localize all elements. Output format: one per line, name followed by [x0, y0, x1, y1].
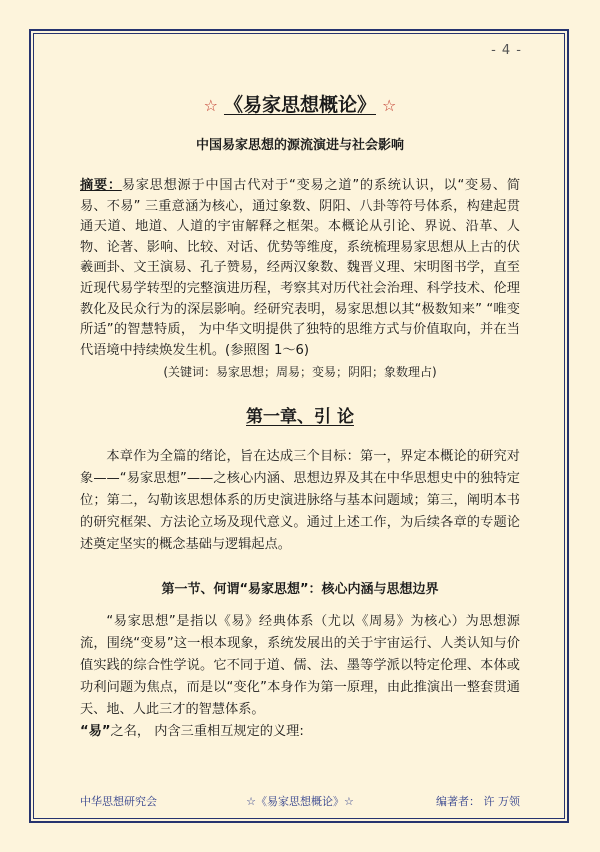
star-icon-right: ☆ — [382, 96, 397, 115]
chapter-intro-paragraph: 本章作为全篇的绪论，旨在达成三个目标：第一，界定本概论的研究对象——“易家思想”——之核心内涵、思想边界及其在中华思想史中的独特定位；第二，勾勒该思想体系的历史演进脉络与基本问题域；第三，阐明本书的研究框架、方法论立场及现代意义。通过上述工作，为后续各章的专题论述奠定坚实的概念基础与逻辑起点。 — [80, 449, 520, 553]
last-line-text: 之名， 内含三重相互规定的义理: — [110, 724, 304, 740]
abstract-text: 易家思想源于中国古代对于“变易之道”的系统认识，以“变易、简易、不易” 三重意涵为核心，通过象数、阴阳、八卦等符号体系，构建起贯通天道、地道、人道的宇宙解释之框架。本概论从引论、界说、沿革、人物、论著、影响、比较、对话、优势等维度，系统梳理易家思想从上古的伏羲画卦、文王演易、孔子赞易，经两汉象数、魏晋义理、宋明图书学，直至近现代易学转型的完整演进历程，考察其对历代社会治理、科学技术、伦理教化及民众行为的深层影响。经研究表明，易家思想以其“极数知来” “唯变所适”的智慧特质， 为中华文明提供了独特的思维方式与价值取向，并在当代语境中持续焕发生机。(参照图 1～6) — [80, 178, 521, 358]
keywords: (关键词：易家思想；周易；变易；阴阳；象数理占) — [163, 365, 437, 380]
footer-author: 编著者： 许 万领 — [436, 795, 520, 808]
page-content — [80, 88, 520, 743]
section-paragraph: “易家思想”是指以《易》经典体系（尤以《周易》为核心）为思想源流，围绕“变易”这一根本现象，系统发展出的关于宇宙运行、人类认知与价值实践的综合性学说。它不同于道、儒、法、墨等学派以特定伦理、本体或功利问题为焦点，而是以“变化”本身作为第一原理，由此推演出一整套贯通天、地、人此三才的智慧体系。 — [80, 614, 520, 718]
chapter-title — [80, 402, 520, 426]
abstract-label: 摘要： — [80, 178, 122, 193]
last-line-bold: “易” — [80, 724, 111, 740]
abstract — [80, 176, 520, 361]
footer-title: ☆《易家思想概论》☆ — [246, 795, 354, 808]
title-text: 《易家思想概论》 — [223, 94, 376, 116]
section-title: 第一节、何谓“易家思想”：核心内涵与思想边界 — [161, 582, 439, 598]
footer-organization: 中华思想研究会 — [80, 795, 157, 808]
chapter-title-text: 第一章、引 论 — [246, 407, 354, 428]
last-line — [80, 721, 520, 743]
document-subtitle: 中国易家思想的源流演进与社会影响 — [195, 138, 404, 153]
star-icon-left: ☆ — [203, 96, 218, 115]
document-title — [80, 92, 520, 118]
page-number: - 4 - — [491, 43, 522, 58]
